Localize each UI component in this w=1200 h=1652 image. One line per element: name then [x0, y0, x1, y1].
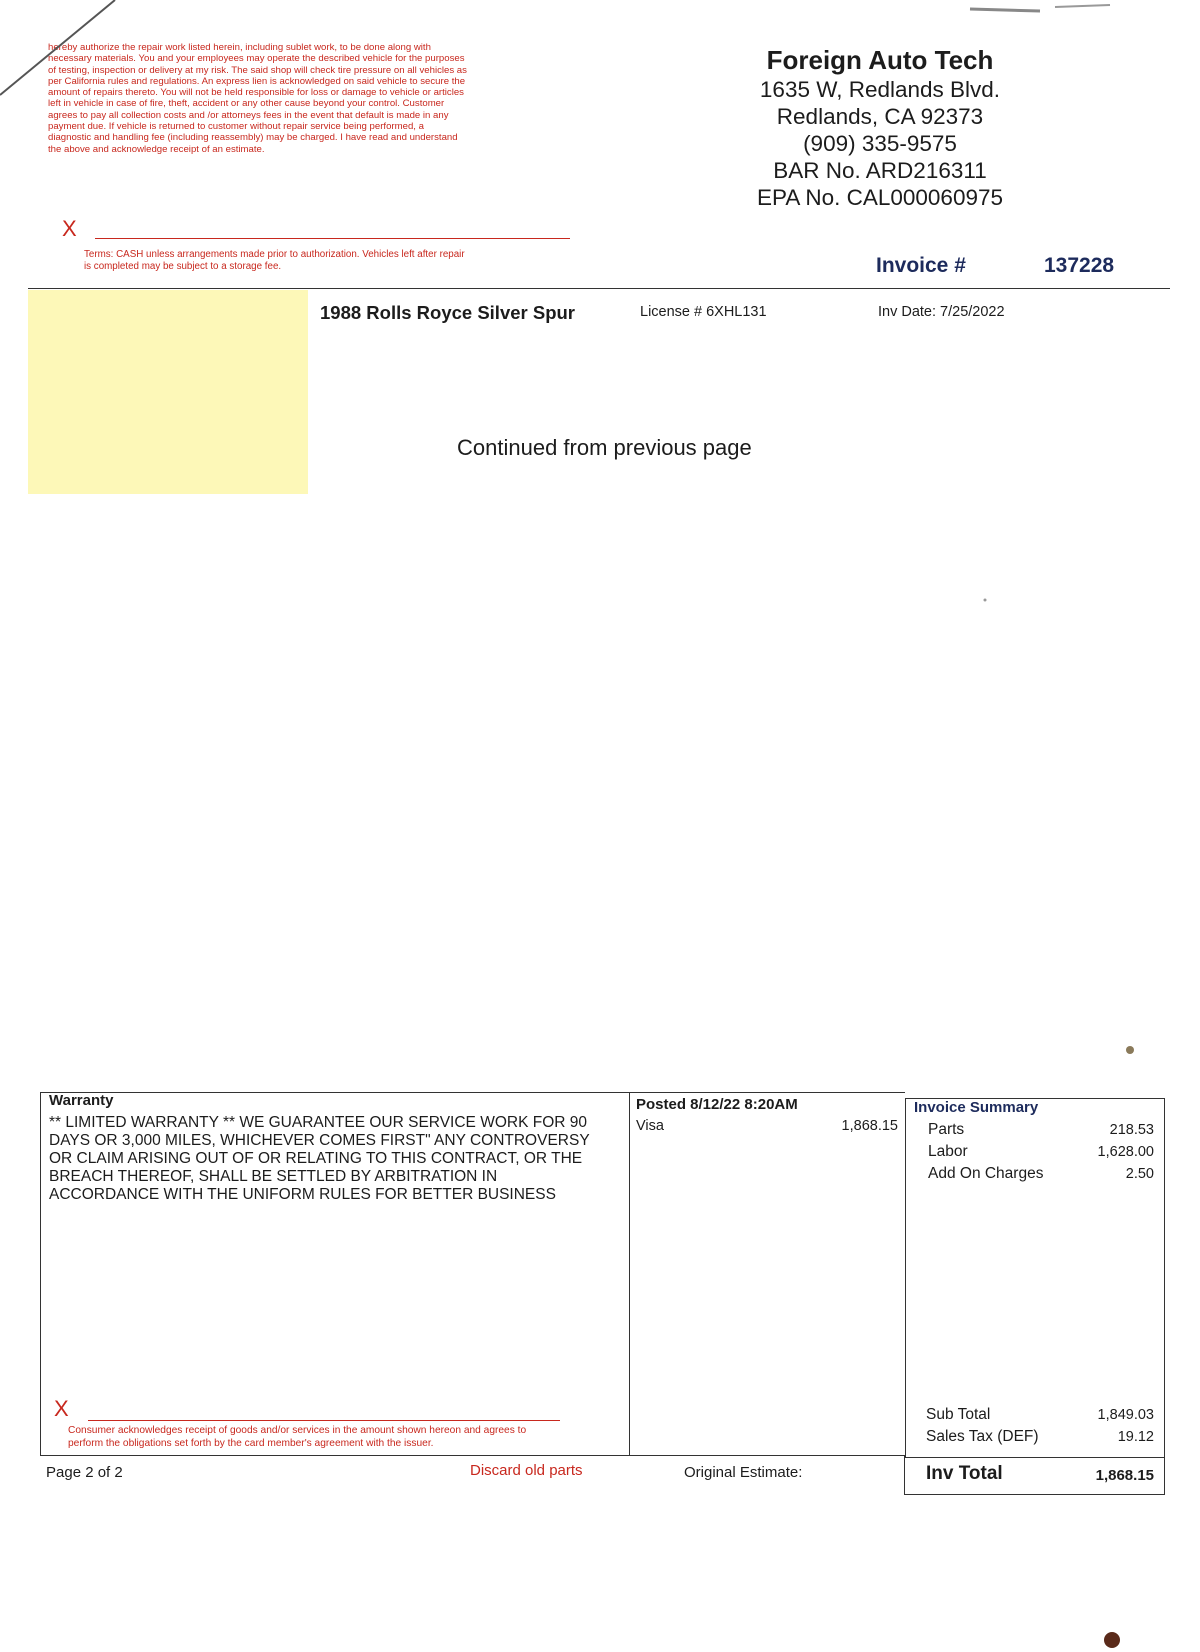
scan-speck [1104, 1632, 1120, 1648]
subtotal-amount: 1,849.03 [1097, 1407, 1154, 1423]
scan-speck [1126, 1046, 1134, 1054]
posted-heading: Posted 8/12/22 8:20AM [636, 1096, 798, 1113]
invoice-number: 137228 [1044, 254, 1115, 277]
scan-mark [1055, 5, 1110, 7]
parts-label: Parts [928, 1121, 965, 1138]
scan-speck [984, 599, 987, 602]
page-indicator: Page 2 of 2 [46, 1464, 123, 1481]
labor-amount: 1,628.00 [1097, 1144, 1154, 1160]
payment-box [628, 1092, 905, 1456]
scan-mark [970, 9, 1040, 11]
parts-amount: 218.53 [1109, 1122, 1154, 1138]
authorization-signature-line[interactable] [95, 238, 570, 239]
subtotal-label: Sub Total [926, 1406, 991, 1423]
shop-address-line2: Redlands, CA 92373 [776, 104, 984, 129]
shop-address-line1: 1635 W, Redlands Blvd. [759, 77, 1001, 102]
consumer-signature-line[interactable] [88, 1420, 560, 1421]
invoice-total-label: Inv Total [926, 1463, 1003, 1484]
consumer-acknowledgement: Consumer acknowledges receipt of goods and/or services in the amount shown hereon and agrees to perform the obligations set forth by the card member's agreement with the issuer. [68, 1425, 527, 1449]
authorization-text: hereby authorize the repair work listed herein, including sublet work, to be done along with necessary materials. You and your employees may operate the described vehicle for the purposes of testing, inspection or delivery at my risk. The said shop will check tire pressure on all vehicles as per California rules and regulations. An express lien is acknowledged on said vehicle to secure the amount of repairs thereto. You will not be held responsible for loss or damage to vehicle or articles left in vehicle in case of fire, theft, accident or any other cause beyond your control. Customer agrees to pay all collection costs and /or attorneys fees in the event that default is made in any payment due. If vehicle is returned to customer without repair service being performed, a diagnostic and handling fee (including reassembly) may be charged. I have read and understand the above and acknowledge receipt of an estimate. [48, 42, 467, 155]
terms-text: Terms: CASH unless arrangements made prior to authorization. Vehicles left after repair is completed may be subject to a storage fee. [84, 249, 465, 272]
header-divider [28, 288, 1170, 289]
shop-bar-number: BAR No. ARD216311 [773, 158, 987, 183]
invoice-number-label: Invoice # [876, 254, 966, 277]
invoice-date: Inv Date: 7/25/2022 [878, 304, 1005, 320]
authorization-signature-mark: X [62, 216, 77, 241]
payment-amount: 1,868.15 [841, 1118, 898, 1134]
consumer-signature-mark: X [54, 1396, 69, 1421]
sales-tax-label: Sales Tax (DEF) [926, 1428, 1039, 1445]
sales-tax-amount: 19.12 [1117, 1429, 1154, 1445]
addon-charges-amount: 2.50 [1125, 1166, 1154, 1182]
warranty-text: ** LIMITED WARRANTY ** WE GUARANTEE OUR SERVICE WORK FOR 90 DAYS OR 3,000 MILES, WHICHEVER COMES FIRST" ANY CONTROVERSY OR CLAIM ARISING OUT OF OR RELATING TO THIS CONTRACT, OR THE BREACH THEREOF, SHALL BE SETTLED BY ARBITRATION IN ACCORDANCE WITH THE UNIFORM RULES FOR BETTER BUSINESS [49, 1114, 590, 1203]
original-estimate-label: Original Estimate: [684, 1464, 803, 1481]
labor-label: Labor [928, 1143, 968, 1160]
warranty-heading: Warranty [49, 1092, 114, 1109]
payment-method: Visa [636, 1118, 664, 1134]
shop-phone: (909) 335-9575 [803, 131, 957, 156]
vehicle-description: 1988 Rolls Royce Silver Spur [320, 302, 576, 323]
invoice-total-amount: 1,868.15 [1095, 1467, 1154, 1484]
sticky-note-redaction [28, 290, 308, 494]
addon-charges-label: Add On Charges [928, 1165, 1044, 1182]
license-number: License # 6XHL131 [640, 304, 767, 320]
invoice-summary-heading: Invoice Summary [914, 1099, 1039, 1116]
shop-epa-number: EPA No. CAL000060975 [756, 185, 1004, 210]
shop-header [720, 44, 1040, 211]
continued-note: Continued from previous page [457, 435, 752, 460]
shop-name: Foreign Auto Tech [766, 45, 994, 75]
discard-old-parts-note: Discard old parts [470, 1462, 583, 1479]
